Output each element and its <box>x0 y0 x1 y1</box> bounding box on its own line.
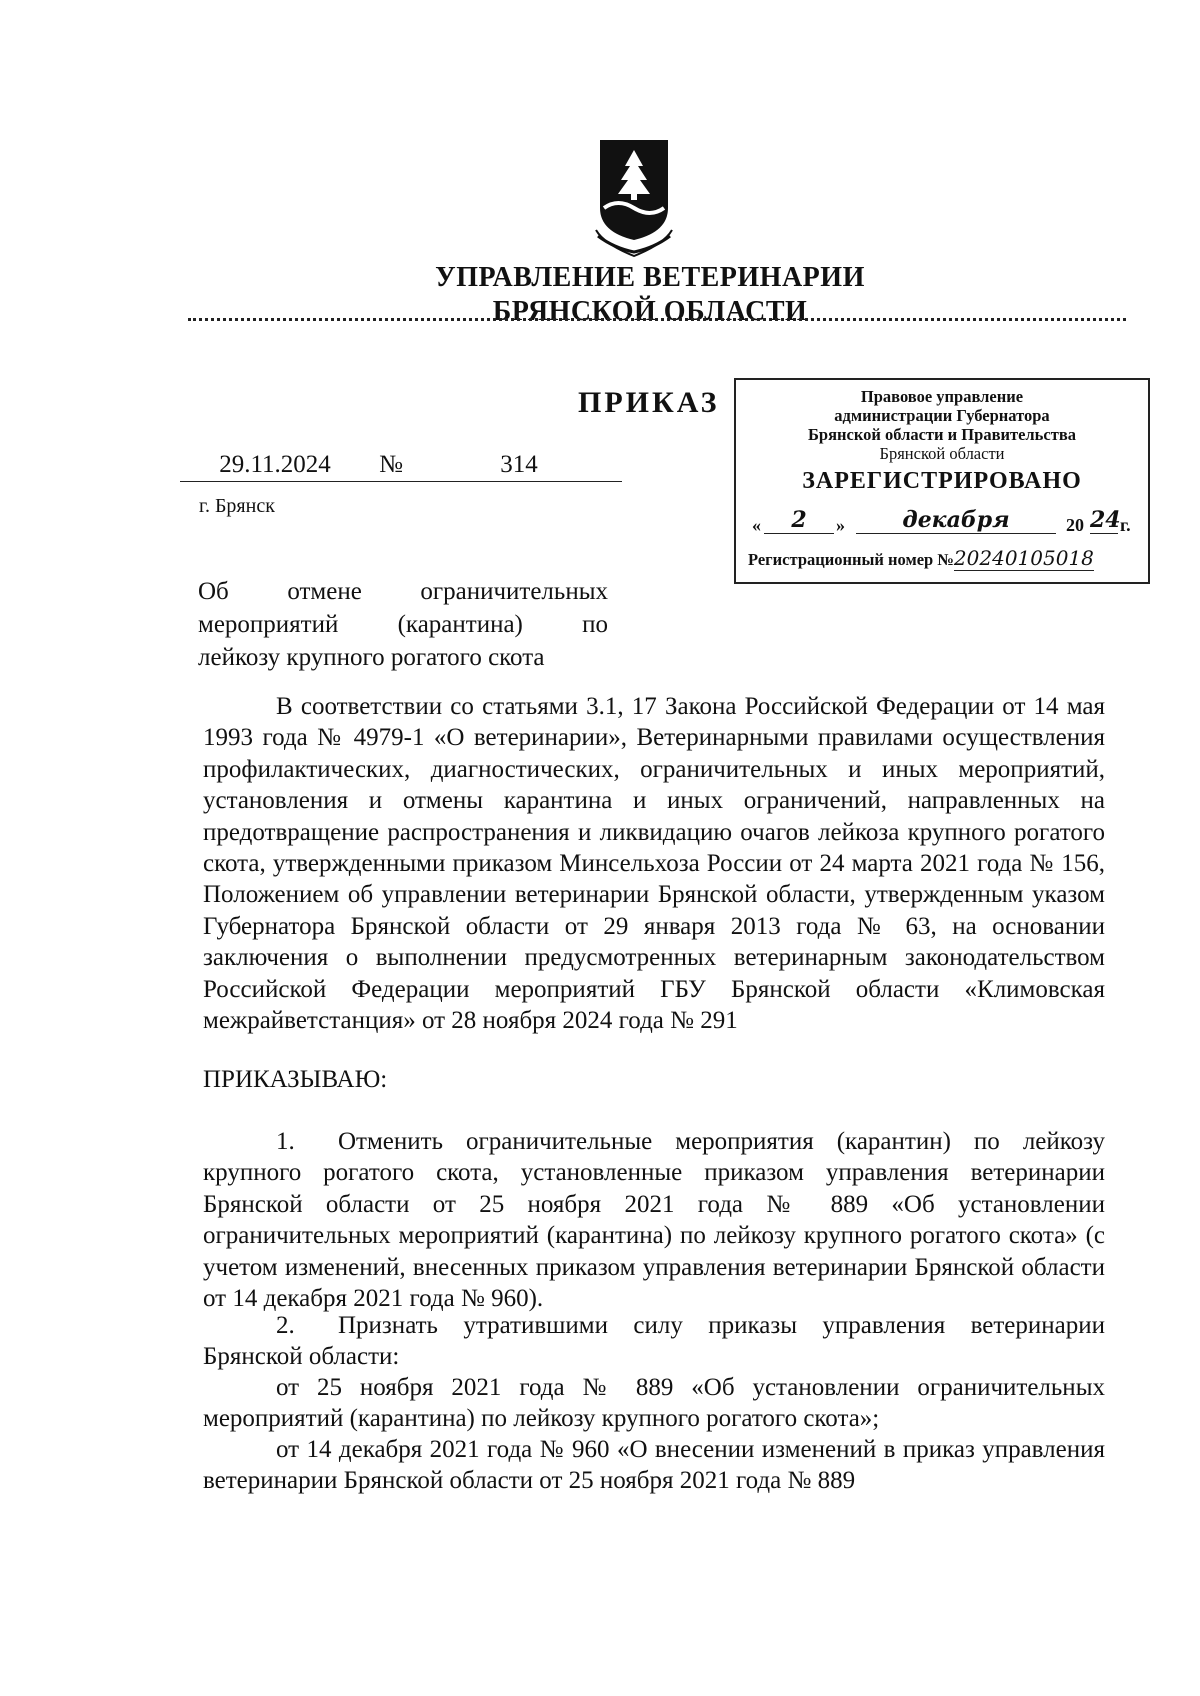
stamp-year-g: г. <box>1120 515 1131 535</box>
dotted-divider <box>188 318 1126 321</box>
order-item-2a: от 25 ноября 2021 года № 889 «Об установлении ограничительных мероприятий (карантина) по лейкозу крупного рогатого скота»; <box>203 1374 1105 1433</box>
stamp-year-suffix: 24 <box>1090 507 1121 533</box>
item-2-text: Признать утратившими силу приказы управления ветеринарии Брянской области: <box>203 1312 1105 1371</box>
stamp-close-quote: » <box>836 515 845 535</box>
stamp-reg-label: Регистрационный номер № <box>748 550 954 569</box>
coat-of-arms-icon <box>594 136 674 260</box>
stamp-line2: администрации Губернатора <box>834 406 1050 425</box>
order-item-2 <box>203 1310 1105 1373</box>
stamp-line3: Брянской области и Правительства <box>808 425 1076 444</box>
order-date: 29.11.2024 <box>180 451 370 482</box>
registration-stamp <box>734 378 1150 584</box>
order-subject <box>198 575 608 674</box>
stamp-day: 2 <box>764 507 834 534</box>
stamp-year-prefix: 20 <box>1066 515 1084 535</box>
subject-line1: Об отмене ограничительных <box>198 578 608 605</box>
item-1-number: 1. <box>276 1128 295 1155</box>
subject-line2: мероприятий (карантина) по <box>198 611 608 638</box>
stamp-open-quote: « <box>752 515 761 535</box>
order-item-2b: от 14 декабря 2021 года № 960 «О внесении изменений в приказ управления ветеринарии Брянской области от 25 ноября 2021 года № 889 <box>203 1436 1105 1495</box>
stamp-date-row <box>752 506 1142 536</box>
prikazyvayu-heading: ПРИКАЗЫВАЮ: <box>203 1066 388 1093</box>
order-number: 314 <box>416 451 622 482</box>
stamp-line1: Правовое управление <box>860 387 1024 406</box>
item-1-text: Отменить ограничительные мероприятия (карантин) по лейкозу крупного рогатого скота, установленные приказом управления ветеринарии Брянской области от 25 ноября 2021 года № 889 «Об установлении ограничительных мероприятий (карантина) по лейкозу крупного рогатого скота» (с учетом изменений, внесенных приказом управления ветеринарии Брянской области от 14 декабря 2021 года № 960). <box>203 1128 1105 1313</box>
number-sign: № <box>366 451 416 482</box>
stamp-reg-number-row <box>748 546 1148 571</box>
organization-name-line1: УПРАВЛЕНИЕ ВЕТЕРИНАРИИ <box>435 262 865 293</box>
item-2-number: 2. <box>276 1312 295 1339</box>
stamp-reg-number: 20240105018 <box>953 546 1094 570</box>
stamp-line4: Брянской области <box>879 444 1005 463</box>
stamp-month: декабря <box>856 507 1056 534</box>
stamp-registered: ЗАРЕГИСТРИРОВАНО <box>802 468 1082 494</box>
subject-line3: лейкозу крупного рогатого скота <box>198 644 545 671</box>
city: г. Брянск <box>199 495 275 517</box>
order-item-1 <box>203 1126 1105 1314</box>
preamble-paragraph: В соответствии со статьями 3.1, 17 Закона Российской Федерации от 14 мая 1993 года № 4979-1 «О ветеринарии», Ветеринарными правилами осуществления профилактических, диагностических, ограничительных и иных мероприятий, установления и отмены карантина и иных ограничений, направленных на предотвращение распространения и ликвидацию очагов лейкоза крупного рогатого скота, утвержденными приказом Минсельхоза России от 24 марта 2021 года № 156, Положением об управлении ветеринарии Брянской области, утвержденным указом Губернатора Брянской области от 29 января 2013 года № 63, на основании заключения о выполнении предусмотренных ветеринарным законодательством Российской Федерации мероприятий ГБУ Брянской области «Климовская межрайветстанция» от 28 ноября 2024 года № 291 <box>203 693 1105 1035</box>
document-type-title: ПРИКАЗ <box>578 386 720 419</box>
organization-name-line2: БРЯНСКОЙ ОБЛАСТИ <box>492 296 808 327</box>
